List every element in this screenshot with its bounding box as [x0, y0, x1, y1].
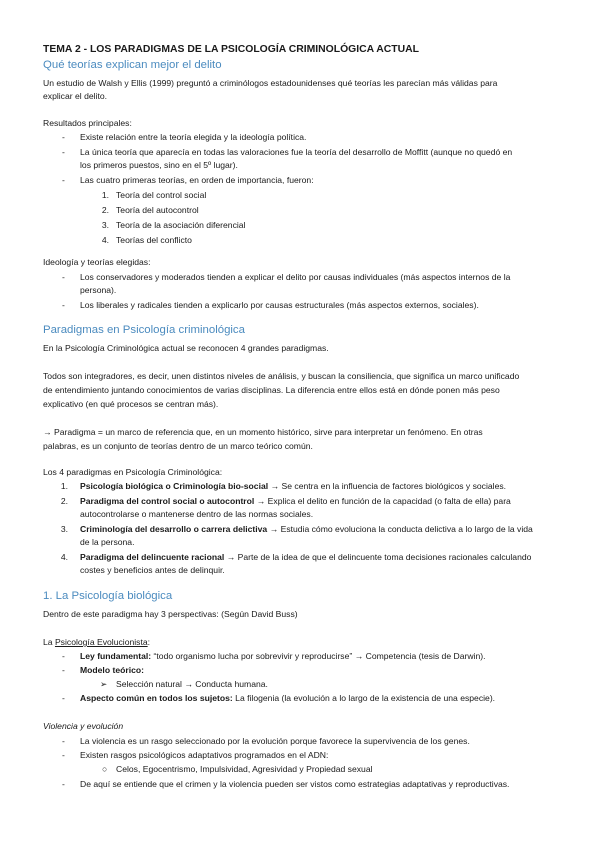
intro-line-2: explicar el delito.	[43, 91, 108, 101]
violence-item-2: Existen rasgos psicológicos adaptativos programados en el ADN:	[80, 750, 329, 760]
results-label: Resultados principales:	[43, 118, 132, 128]
bullet-dash: -	[62, 736, 65, 746]
paradigm-name: Criminología del desarrollo o carrera delictiva	[80, 524, 268, 534]
model-subitem: Selección natural → Conducta humana.	[116, 679, 268, 689]
violence-item-3: De aquí se entiende que el crimen y la violencia pueden ser vistos como estrategias adaptativas y reproductivas.	[80, 779, 510, 789]
violence-heading: Violencia y evolución	[43, 721, 124, 731]
list-number: 2.	[60, 496, 68, 506]
common-aspect-label: Aspecto común en todos los sujetos:	[80, 693, 233, 703]
bullet-dash: -	[62, 693, 65, 703]
section-heading-biological: 1. La Psicología biológica	[43, 590, 173, 602]
result-item-2-line-1: La única teoría que aparecía en todas las valoraciones fue la teoría del desarrollo de Moffitt (aunque no quedó en	[80, 147, 513, 157]
evolutionary-label	[43, 637, 150, 648]
evo-title: Psicología Evolucionista	[54, 637, 148, 647]
result-item-3: Las cuatro primeras teorías, en orden de importancia, fueron:	[80, 175, 314, 185]
list-number: 4.	[101, 235, 109, 245]
circle-bullet-icon: ○	[102, 764, 108, 774]
theory-item-2: Teoría del autocontrol	[116, 205, 199, 215]
section-heading-theories: Qué teorías explican mejor el delito	[43, 59, 222, 71]
paradigm-item-1	[80, 481, 506, 492]
bullet-dash: -	[62, 651, 65, 661]
ideology-item-1-line-1: Los conservadores y moderados tienden a explicar el delito por causas individuales (más aspectos internos de la	[80, 272, 511, 282]
paradigm-item-2	[80, 496, 511, 507]
paradigm-desc: → Estudia cómo evoluciona la conducta delictiva a lo largo de la vida	[267, 524, 533, 534]
result-item-2-line-2: los primeros puestos, sino en el 5º lugar).	[80, 160, 238, 170]
violence-item-1: La violencia es un rasgo seleccionado por la evolución porque favorece la supervivencia de los genes.	[80, 736, 470, 746]
violence-subitem: Celos, Egocentrismo, Impulsividad, Agresividad y Propiedad sexual	[116, 764, 373, 774]
common-aspect-text: La filogenia (la evolución a lo largo de la existencia de una especie).	[232, 693, 496, 703]
paragraph-2-line-2: palabras, es un conjunto de teorías dentro de un marco teórico común.	[43, 441, 313, 451]
paradigm-desc: → Se centra en la influencia de factores biológicos y sociales.	[268, 481, 507, 491]
law-item	[80, 651, 486, 662]
bullet-dash: -	[62, 272, 65, 282]
paradigm-name: Psicología biológica o Criminología bio-social	[80, 481, 269, 491]
paradigm-item-2-line-2: autocontrolarse o mantenerse dentro de las normas sociales.	[80, 509, 314, 519]
result-item-1: Existe relación entre la teoría elegida y la ideología política.	[80, 132, 307, 142]
ideology-label: Ideología y teorías elegidas:	[43, 257, 151, 267]
paradigm-name: Paradigma del control social o autocontrol	[80, 496, 255, 506]
ideology-item-1-line-2: persona).	[80, 285, 117, 295]
bullet-dash: -	[62, 147, 65, 157]
paradigm-desc: → Explica el delito en función de la capacidad (o falta de ella) para	[254, 496, 511, 506]
law-label: Ley fundamental:	[80, 651, 152, 661]
paragraph-1-line-1: Todos son integradores, es decir, unen distintos niveles de análisis, y buscan la consiliencia, que significa un marco unificado	[43, 371, 520, 381]
list-number: 2.	[101, 205, 109, 215]
bullet-dash: -	[62, 779, 65, 789]
evo-prefix: La	[43, 637, 55, 647]
paragraph-1-line-3: explicativo (en qué procesos se centran más).	[43, 399, 219, 409]
bullet-dash: -	[62, 665, 65, 675]
paragraph-1-line-2: de entendimiento juntando conocimientos de varias disciplinas. La diferencia entre ellos está en dónde ponen más peso	[43, 385, 500, 395]
law-text: “todo organismo lucha por sobrevivir y reproducirse” → Competencia (tesis de Darwin).	[151, 651, 486, 661]
paradigm-desc: → Parte de la idea de que el delincuente toma decisiones racionales calculando	[224, 552, 532, 562]
paradigm-item-3	[80, 524, 533, 535]
biological-intro: Dentro de este paradigma hay 3 perspectivas: (Según David Buss)	[43, 609, 298, 619]
arrow-bullet-icon: ➢	[100, 679, 108, 689]
paradigms-intro: En la Psicología Criminológica actual se reconocen 4 grandes paradigmas.	[43, 343, 329, 353]
section-heading-paradigms: Paradigmas en Psicología criminológica	[43, 324, 245, 336]
bullet-dash: -	[62, 132, 65, 142]
list-number: 4.	[60, 552, 68, 562]
theory-item-4: Teorías del conflicto	[116, 235, 192, 245]
bullet-dash: -	[62, 750, 65, 760]
bullet-dash: -	[62, 175, 65, 185]
common-aspect-item	[80, 693, 495, 704]
paragraph-2-line-1: → Paradigma = un marco de referencia que, en un momento histórico, sirve para interpretar un fenómeno. En otras	[43, 427, 483, 437]
list-number: 1.	[60, 481, 68, 491]
bullet-dash: -	[62, 300, 65, 310]
theory-item-1: Teoría del control social	[116, 190, 207, 200]
evo-suffix: :	[147, 637, 151, 647]
theory-item-3: Teoría de la asociación diferencial	[116, 220, 246, 230]
paradigm-name: Paradigma del delincuente racional	[80, 552, 225, 562]
paradigms-list-label: Los 4 paradigmas en Psicología Criminológica:	[43, 467, 223, 477]
paradigm-item-4	[80, 552, 531, 563]
list-number: 3.	[101, 220, 109, 230]
document-title: TEMA 2 - LOS PARADIGMAS DE LA PSICOLOGÍA CRIMINOLÓGICA ACTUAL	[43, 44, 419, 55]
list-number: 1.	[101, 190, 109, 200]
intro-line-1: Un estudio de Walsh y Ellis (1999) preguntó a criminólogos estadounidenses qué teorías les parecían más válidas para	[43, 78, 498, 88]
paradigm-item-4-line-2: costes y beneficios antes de delinquir.	[80, 565, 225, 575]
model-label: Modelo teórico:	[80, 665, 144, 675]
paradigm-item-3-line-2: de la persona.	[80, 537, 135, 547]
ideology-item-2: Los liberales y radicales tienden a explicarlo por causas estructurales (más aspectos externos, sociales).	[80, 300, 479, 310]
list-number: 3.	[60, 524, 68, 534]
